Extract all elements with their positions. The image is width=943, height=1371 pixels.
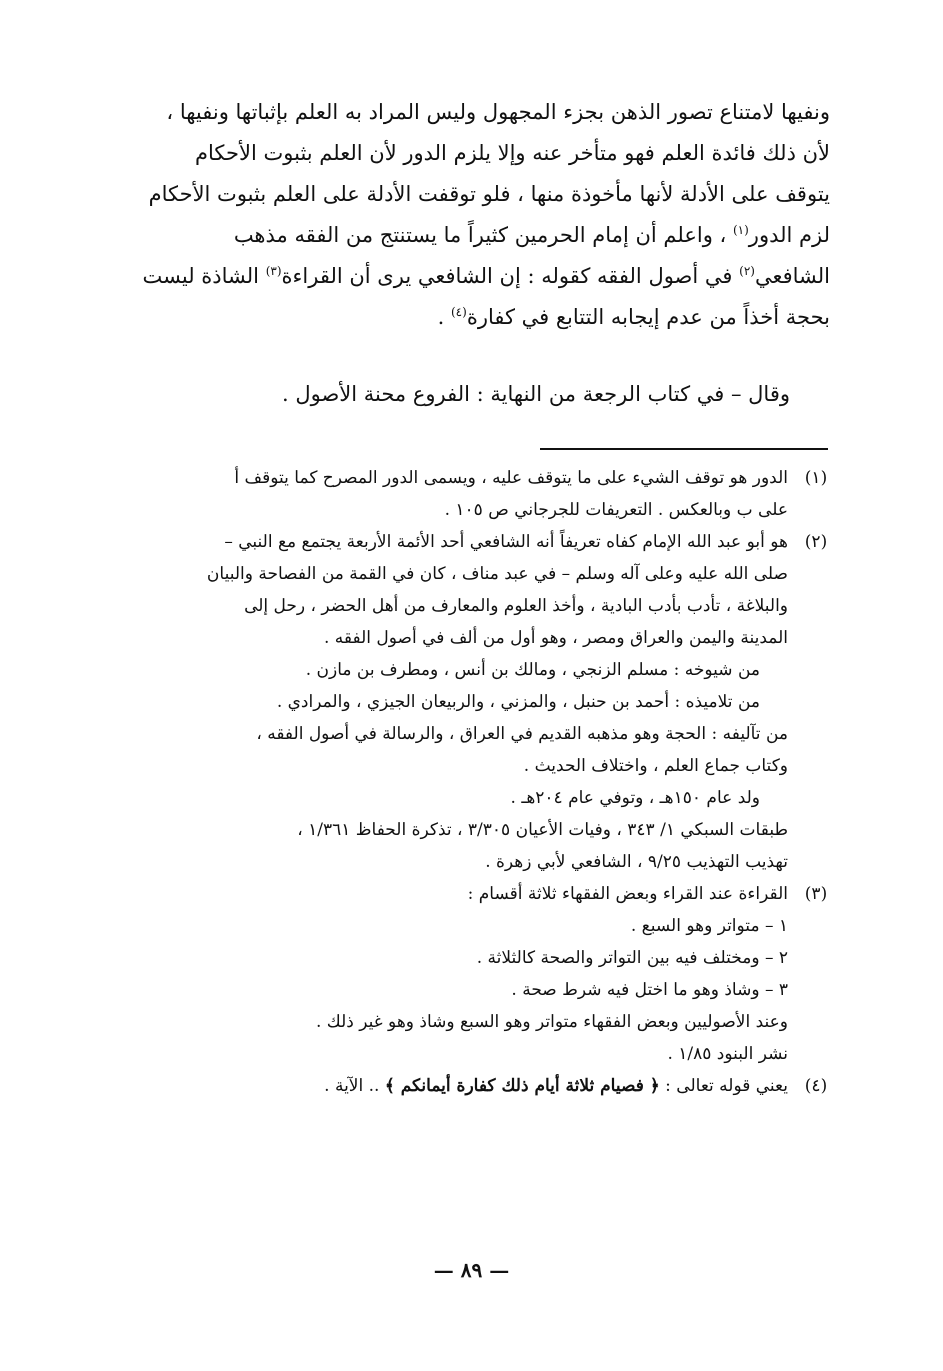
main-paragraph [140, 92, 830, 338]
footnote-line: والبلاغة ، تأدب بأدب البادية ، وأخذ العلوم والمعارف من أهل الحضر ، رحل إلى [244, 596, 788, 616]
footnote-line: طبقات السبكي ١/ ٣٤٣ ، وفيات الأعيان ٣/٣٠٥ ، تذكرة الحفاظ ١/٣٦١ ، [297, 820, 788, 840]
footnote-4 [130, 1070, 838, 1102]
footnote-number: (٣) [804, 884, 828, 904]
footnote-line: ولد عام ١٥٠هـ ، وتوفي عام ٢٠٤هـ . [510, 788, 760, 808]
footnote-line: على ب وبالعكس . التعريفات للجرجاني ص ١٠٥ . [444, 500, 788, 520]
body-line-2: لأن ذلك فائدة العلم فهو متأخر عنه وإلا يلزم الدور لأن العلم بثبوت الأحكام [195, 141, 830, 165]
footnote-list-item: ٢ – ومختلف فيه بين التواتر والصحة كالثلاثة . [476, 948, 788, 968]
footnote-line: وعند الأصوليين وبعض الفقهاء متواتر وهو السبع وشاذ وهو غير ذلك . [315, 1012, 788, 1032]
footnote-line: صلى الله عليه وعلى آله وسلم – في عبد مناف ، كان في القمة من الفصاحة والبيان [206, 564, 788, 584]
footnote-list-item: ١ – متواتر وهو السبع . [630, 916, 788, 936]
body-line-4: لزم الدور$^{(١)}$ ، واعلم أن إمام الحرمين كثيراً ما يستنتج من الفقه مذهب [233, 223, 830, 247]
footnote-ref-3[interactable]: (٣) [265, 264, 282, 278]
footnote-line: من تلاميذه : أحمد بن حنبل ، والمزني ، والربيعان الجيزي ، والمرادي . [276, 692, 760, 712]
footnote-list-item: ٣ – وشاذ وهو ما اختل فيه شرط صحة . [511, 980, 788, 1000]
footnote-line: وكتاب جماع العلم ، واختلاف الحديث . [523, 756, 788, 776]
footnote-number: (٤) [804, 1076, 828, 1096]
footnote-line: من شيوخه : مسلم الزنجي ، ومالك بن أنس ، ومطرف بن مازن . [305, 660, 760, 680]
footnote-line: القراءة عند القراء وبعض الفقهاء ثلاثة أقسام : [467, 884, 788, 904]
footnotes [130, 462, 838, 1102]
footnote-line: الدور هو توقف الشيء على ما يتوقف عليه ، ويسمى الدور المصرح كما يتوقف أ [234, 468, 788, 488]
footnote-1 [130, 462, 838, 526]
footnote-number: (٢) [804, 532, 828, 552]
body-line-6: بحجة أخذاً من عدم إيجابه التتابع في كفارة$^{(٤)}$ . [437, 305, 830, 329]
body-line-1: ونفيها لامتناع تصور الذهن بجزء المجهول وليس المراد به العلم بإثباتها ونفيها ، [166, 100, 830, 124]
footnote-3 [130, 878, 838, 1070]
footnote-line: يعني قوله تعالى : ﴿ فصيام ثلاثة أيام ذلك كفارة أيمانكم ﴾ .. الآية . [324, 1076, 788, 1096]
footnote-line: تهذيب التهذيب ٩/٢٥ ، الشافعي لأبي زهرة . [485, 852, 788, 872]
footnote-line: هو أبو عبد الله الإمام كفاه تعريفاً أنه الشافعي أحد الأئمة الأربعة يجتمع مع النبي – [224, 532, 788, 552]
quote-paragraph [140, 374, 830, 415]
footnote-line: نشر البنود ١/٨٥ . [667, 1044, 788, 1064]
page-number: — ٨٩ — [433, 1258, 510, 1282]
footnote-line: من تآليفه : الحجة وهو مذهبه القديم في العراق ، والرسالة في أصول الفقه ، [256, 724, 788, 744]
quote-line: وقال – في كتاب الرجعة من النهاية : الفروع محنة الأصول . [282, 382, 790, 406]
footnote-ref-2[interactable]: (٢) [739, 264, 755, 278]
footnote-number: (١) [804, 468, 828, 488]
footnote-2 [130, 526, 838, 878]
footnote-line: المدينة واليمن والعراق ومصر ، وهو أول من ألف في أصول الفقه . [323, 628, 788, 648]
quran-verse: ﴿ فصيام ثلاثة أيام ذلك كفارة أيمانكم ﴾ [384, 1076, 660, 1096]
footnote-ref-1[interactable]: (١) [732, 223, 749, 237]
body-line-5: الشافعي$^{(٢)}$ في أصول الفقه كقوله : إن الشافعي يرى أن القراءة$^{(٣)}$ الشاذة ليست [142, 264, 830, 288]
footnote-ref-4[interactable]: (٤) [450, 305, 467, 319]
body-line-3: يتوقف على الأدلة لأنها مأخوذة منها ، فلو توقفت الأدلة على العلم بثبوت الأحكام [148, 182, 830, 206]
footnote-separator [540, 448, 828, 450]
